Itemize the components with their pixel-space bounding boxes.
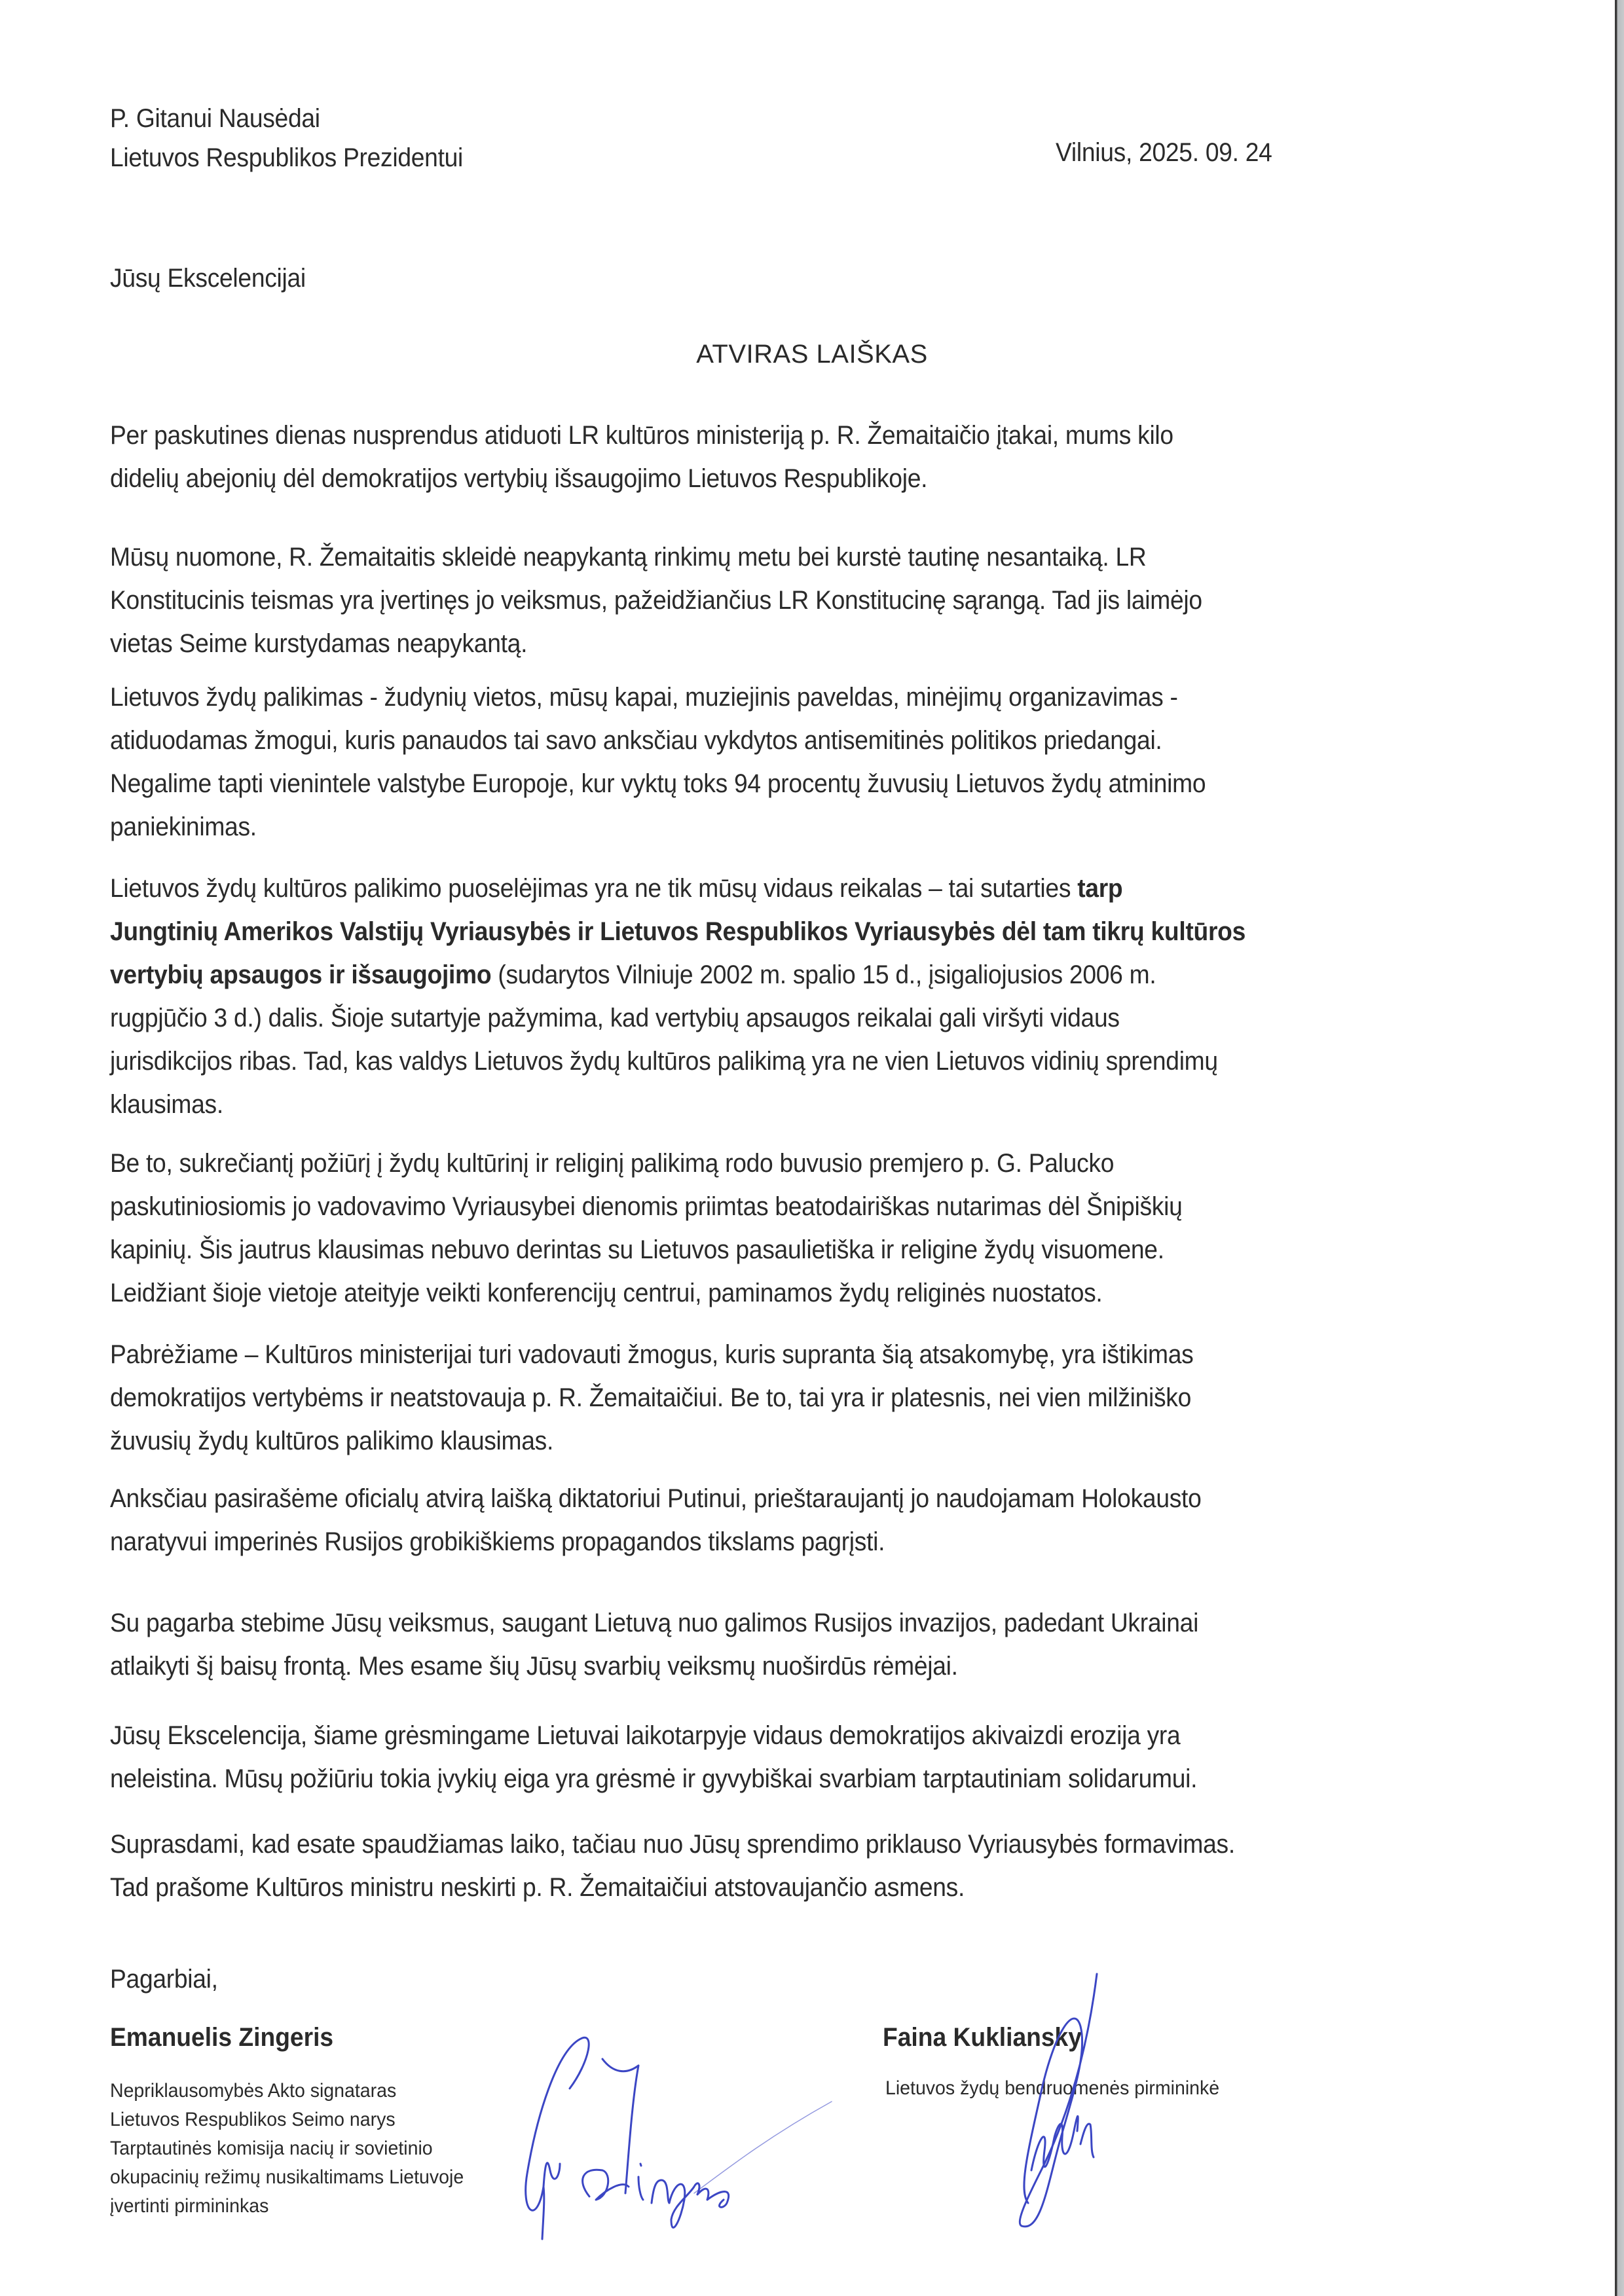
paragraph-line: Su pagarba stebime Jūsų veiksmus, saugant Lietuvą nuo galimos Rusijos invazijos, padedant Ukrainai: [110, 1609, 1199, 1637]
paragraph-4-treaty: [110, 867, 1538, 1126]
paragraph-line: Mūsų nuomone, R. Žemaitaitis skleidė neapykantą rinkimų metu bei kurstė tautinę nesantaiką. LR: [110, 543, 1147, 572]
paragraph-line: paniekinimas.: [110, 812, 257, 841]
paragraph-line: [110, 953, 1437, 996]
paragraph-7: [110, 1477, 1538, 1563]
role-line: Lietuvos žydų bendruomenės pirmininkė: [885, 2077, 1220, 2099]
role-line: Tarptautinės komisija nacių ir sovietinio: [110, 2138, 433, 2159]
paragraph-3: [110, 676, 1538, 848]
paragraph-6: [110, 1333, 1538, 1463]
paragraph-line: kapinių. Šis jautrus klausimas nebuvo derintas su Lietuvos pasaulietiška ir religine žydų visuomene.: [110, 1235, 1164, 1264]
treaty-name-bold: tarp: [1077, 874, 1123, 903]
paragraph-line: Suprasdami, kad esate spaudžiamas laiko, tačiau nuo Jūsų sprendimo priklauso Vyriausybės formavimas.: [110, 1830, 1235, 1859]
paragraph-line: demokratijos vertybėms ir neatstovauja p. R. Žemaitaičiui. Be to, tai yra ir platesnis, nei vien milžiniško: [110, 1383, 1192, 1412]
paragraph-10: [110, 1823, 1538, 1909]
paragraph-line: Konstitucinis teismas yra įvertinęs jo veiksmus, pažeidžiančius LR Konstitucinę sąrangą. Tad jis laimėjo: [110, 586, 1202, 615]
text-normal: Lietuvos žydų kultūros palikimo puoselėjimas yra ne tik mūsų vidaus reikalas – tai sutarties: [110, 874, 1078, 903]
paragraph-1: [110, 414, 1538, 500]
text-normal: (sudarytos Vilniuje 2002 m. spalio 15 d., įsigaliojusios 2006 m.: [491, 960, 1156, 989]
closing: Pagarbiai,: [110, 1965, 218, 1994]
paragraph-line: žuvusių žydų kultūros palikimo klausimas.: [110, 1427, 554, 1455]
paragraph-line: Lietuvos žydų palikimas - žudynių vietos, mūsų kapai, muziejinis paveldas, minėjimų organizavimas -: [110, 683, 1178, 712]
paragraph-line: jurisdikcijos ribas. Tad, kas valdys Lietuvos žydų kultūros palikimą yra ne vien Lietuvos vidinių sprendimų: [110, 1047, 1218, 1076]
role-line: okupacinių režimų nusikaltimams Lietuvoje: [110, 2166, 464, 2188]
signatory-roles: [110, 2077, 483, 2221]
paragraph-line: Pabrėžiame – Kultūros ministerijai turi vadovauti žmogus, kuris supranta šią atsakomybę, yra ištikimas: [110, 1340, 1194, 1369]
paragraph-line: Tad prašome Kultūros ministru neskirti p. R. Žemaitaičiui atstovaujančio asmens.: [110, 1873, 965, 1902]
paragraph-line: Per paskutines dienas nusprendus atiduoti LR kultūros ministeriją p. R. Žemaitaičio įtakai, mums kilo: [110, 421, 1173, 450]
role-line: įvertinti pirmininkas: [110, 2195, 269, 2217]
signature-zingeris-icon: [498, 2023, 838, 2239]
paragraph-line: atlaikyti šį baisų frontą. Mes esame šių Jūsų svarbių veiksmų nuoširdūs rėmėjai.: [110, 1652, 958, 1681]
paragraph-line: Negalime tapti vienintele valstybe Europoje, kur vyktų toks 94 procentų žuvusių Lietuvos žydų atminimo: [110, 769, 1206, 798]
treaty-name-bold: vertybių apsaugos ir išsaugojimo: [110, 960, 492, 989]
paragraph-2: [110, 536, 1538, 665]
paragraph-line: [110, 867, 1437, 910]
signatory-name: Faina Kukliansky: [883, 2023, 1082, 2052]
paragraph-8: [110, 1601, 1538, 1688]
paragraph-line: atiduodamas žmogui, kuris panaudos tai savo anksčiau vykdytos antisemitinės politikos priedangai.: [110, 726, 1162, 755]
paragraph-5: [110, 1142, 1538, 1315]
paragraph-9: [110, 1714, 1538, 1800]
paragraph-line: Jūsų Ekscelencija, šiame grėsmingame Lietuvai laikotarpyje vidaus demokratijos akivaizdi erozija yra: [110, 1721, 1181, 1750]
letter-title: ATVIRAS LAIŠKAS: [696, 340, 928, 369]
role-line: Nepriklausomybės Akto signataras: [110, 2080, 397, 2102]
addressee-line-1: P. Gitanui Nausėdai: [110, 104, 320, 133]
paragraph-line: klausimas.: [110, 1090, 223, 1119]
letter-date: Vilnius, 2025. 09. 24: [1056, 138, 1272, 167]
paragraph-line: neleistina. Mūsų požiūriu tokia įvykių eiga yra grėsmė ir gyvybiškai svarbiam tarptautiniam solidarumui.: [110, 1764, 1198, 1793]
paragraph-line: Leidžiant šioje vietoje ateityje veikti konferencijų centrui, paminamos žydų religinės nuostatos.: [110, 1279, 1103, 1307]
treaty-name-bold: Jungtinių Amerikos Valstijų Vyriausybės ir Lietuvos Respublikos Vyriausybės dėl tam tikrų kultūros: [110, 917, 1246, 946]
paragraph-line: naratyvui imperinės Rusijos grobikiškiems propagandos tikslams pagrįsti.: [110, 1527, 885, 1556]
salutation: Jūsų Ekscelencijai: [110, 264, 306, 293]
paragraph-line: Be to, sukrečiantį požiūrį į žydų kultūrinį ir religinį palikimą rodo buvusio premjero p. G. Palucko: [110, 1149, 1115, 1178]
paragraph-line: didelių abejonių dėl demokratijos vertybių išsaugojimo Lietuvos Respublikoje.: [110, 464, 928, 493]
paragraph-line: paskutiniosiomis jo vadovavimo Vyriausybei dienomis priimtas beatodairiškas nutarimas dėl Šnipiškių: [110, 1192, 1183, 1221]
paragraph-line: Anksčiau pasirašėme oficialų atvirą laišką diktatoriui Putinui, prieštaraujantį jo naudojamam Holokausto: [110, 1484, 1202, 1513]
signature-kukliansky-icon: [1002, 1974, 1172, 2236]
addressee-line-2: Lietuvos Respublikos Prezidentui: [110, 143, 464, 172]
role-line: Lietuvos Respublikos Seimo narys: [110, 2109, 396, 2130]
paragraph-line: rugpjūčio 3 d.) dalis. Šioje sutartyje pažymima, kad vertybių apsaugos reikalai gali viršyti vidaus: [110, 1004, 1120, 1032]
signatory-name: Emanuelis Zingeris: [110, 2023, 334, 2052]
paragraph-line: vietas Seime kurstydamas neapykantą.: [110, 629, 528, 658]
